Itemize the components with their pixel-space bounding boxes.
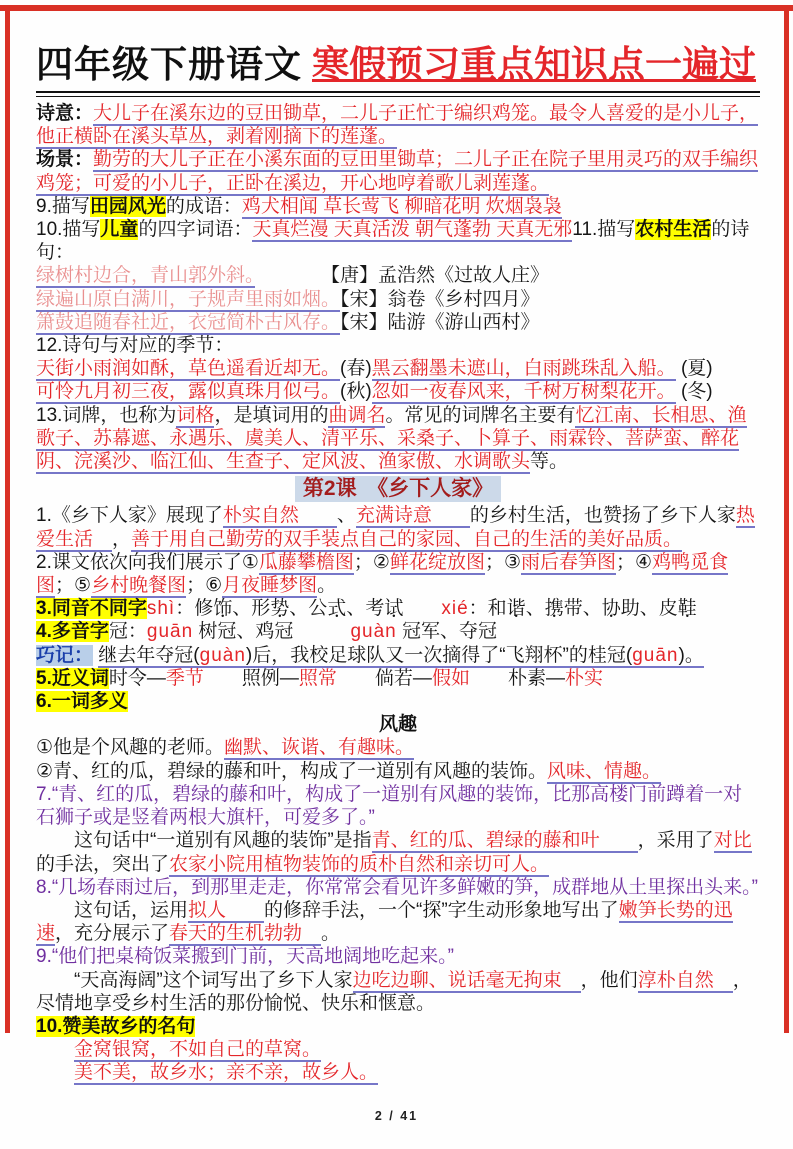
text-run: guàn — [199, 644, 246, 666]
text-run: (秋) — [340, 381, 372, 403]
page-border-left — [5, 5, 10, 1033]
text-run: 继去年夺冠( — [98, 644, 200, 666]
text-run: guān — [632, 644, 679, 666]
text-run: 9.描写 — [36, 195, 90, 217]
text-run: 倘若— — [336, 667, 432, 689]
text-run: 5.近义词 — [36, 667, 109, 689]
line-13-cipai — [36, 404, 760, 474]
text-run: 带、 — [563, 598, 602, 620]
text-run: 、形 — [232, 598, 271, 620]
text-run: 淳朴自然 — [637, 969, 733, 991]
text-run: 对比 — [713, 830, 752, 852]
lesson-2-heading — [36, 477, 760, 501]
text-run: 冠： — [108, 621, 147, 643]
text-run: 势 — [270, 598, 290, 620]
text-run: 的诗句： — [36, 219, 750, 264]
text-run: ；② — [353, 551, 390, 573]
text-run: 7.“青、红的瓜，碧绿的藤和叶，构成了一道别有风趣的装饰，比那高楼门前蹲着一对石狮子或是竖着两根大旗杆，可爱多了。” — [36, 783, 743, 829]
line-7-quote — [36, 783, 760, 829]
text-run: 金窝银窝，不如自己的草窝。 — [74, 1039, 322, 1061]
text-run: 的成语： — [165, 195, 242, 217]
text-run: ①他是个风趣的老师。 — [36, 737, 225, 759]
text-run: 朴实自然 — [222, 505, 337, 527]
text-run: 第2课 《乡下人家》 — [295, 476, 501, 502]
text-run: ；③ — [484, 551, 522, 573]
text-run: 11.描写 — [572, 219, 636, 241]
text-run: 【宋】陆游《游山西村》 — [340, 311, 540, 333]
text-run: 助、皮 — [620, 598, 678, 620]
text-run: 饰 — [213, 598, 233, 620]
text-run: 1.《乡下人家》展现了 — [36, 505, 223, 527]
text-run: 12.诗句与对应的季节： — [36, 335, 234, 357]
text-run: 。 — [321, 923, 341, 945]
line-10-11 — [36, 218, 760, 264]
text-run: 10.赞美故乡的名句 — [36, 1015, 196, 1037]
text-run: 鲜花绽放图 — [389, 551, 485, 573]
text-run: 13.词牌，也称为 — [36, 404, 177, 426]
text-run: ：修 — [175, 598, 214, 620]
line-7-analysis — [36, 829, 760, 875]
text-run: ；④ — [616, 551, 653, 573]
text-run: 携 — [544, 598, 564, 620]
text-run: 乡村晚餐图 — [91, 575, 187, 597]
text-run: 鞋 — [677, 598, 697, 620]
line-8-quote — [36, 876, 760, 899]
text-run: 季节 — [165, 667, 204, 689]
text-run: ；⑥ — [186, 575, 223, 597]
text-run: 朴素— — [469, 667, 565, 689]
text-run: 幽默、诙谐、有趣味。 — [224, 737, 415, 759]
text-run: ；⑤ — [55, 575, 92, 597]
text-run: 这句话中“一道别有风趣的装饰”是指 — [74, 830, 372, 852]
line-9-analysis — [36, 969, 760, 1015]
text-run: 时令— — [108, 667, 166, 689]
text-run: 树冠、鸡冠 — [193, 621, 351, 643]
text-run: (夏) — [675, 358, 713, 380]
text-run: 黑云翻墨未遮山，白雨跳珠乱入船。 — [371, 358, 676, 380]
line-poem-2 — [36, 288, 760, 311]
line-5-jinyici — [36, 667, 760, 690]
text-run: 的乡村生活，也赞扬了乡下人家 — [469, 505, 736, 527]
text-run: 协 — [601, 598, 621, 620]
page-border-right — [784, 5, 789, 1033]
text-run: “天高海阔”这个词写出了乡下人家 — [74, 969, 353, 991]
text-run: 假如 — [431, 667, 470, 689]
text-run: 6.一词多义 — [36, 691, 128, 713]
text-run: 场景： — [36, 149, 94, 171]
line-mingju-1 — [36, 1038, 760, 1061]
text-run: 天街小雨润如酥，草色遥看近却无。 — [36, 358, 341, 380]
line-fengqu-2 — [36, 760, 760, 783]
line-changjing — [36, 148, 760, 194]
text-run: 等。 — [530, 451, 569, 473]
text-run: 儿童 — [100, 219, 139, 241]
text-run: 、 — [525, 598, 545, 620]
text-run: 鸡鸭觅食图 — [36, 551, 729, 597]
line-fengqu-1 — [36, 736, 760, 759]
line-6-yiciduoyi — [36, 690, 760, 713]
text-run: 、 — [336, 505, 356, 527]
line-9-chengyu — [36, 195, 760, 218]
text-run: 春天的生机勃勃 — [169, 923, 322, 945]
text-run: 【唐】孟浩然《过故人庄》 — [330, 265, 550, 287]
text-run: 青、红的瓜、碧绿的藤和叶 — [371, 830, 638, 852]
text-run: 农家小院用植物装饰的质朴自然和亲切可人。 — [169, 853, 550, 875]
text-run: 风味、情趣。 — [547, 760, 662, 782]
text-run: 充满诗意 — [355, 505, 470, 527]
text-run: 。常见的词牌名主要有 — [385, 404, 576, 426]
text-run: 2.课文依次向我们展示了① — [36, 551, 259, 573]
text-run: 、公 — [289, 598, 328, 620]
line-8-analysis — [36, 899, 760, 945]
text-run: ，他们 — [580, 969, 638, 991]
text-run: 冠军、夺冠 — [396, 621, 497, 643]
text-run: 朴实 — [564, 667, 603, 689]
page-header — [36, 34, 759, 88]
line-qiaoji — [36, 644, 760, 667]
page-border-top — [0, 5, 793, 11]
text-run: xié — [441, 598, 469, 620]
text-run: 3.同音不同字 — [36, 598, 147, 620]
header-divider — [36, 91, 760, 97]
text-run: 式 — [327, 598, 347, 620]
text-run: 8.“几场春雨过后，到那里走走，你常常会看见许多鲜嫩的笋，成群地从土里探出头来。” — [36, 876, 759, 898]
text-run: 大儿子在溪东边的豆田锄草，二儿子正忙于编织鸡笼。最令人喜爱的是小儿子，他正横卧在溪头草丛，剥着刚摘下的莲蓬。 — [36, 103, 759, 148]
text-run — [403, 598, 441, 619]
line-12-jijie — [36, 334, 760, 357]
line-season-1 — [36, 357, 760, 380]
text-run: )后，我校足球队又一次摘得了“飞翔杯”的桂冠( — [245, 644, 633, 666]
text-run: 词格 — [176, 404, 215, 426]
text-run: 风趣 — [378, 714, 417, 736]
text-run: 善于用自己勤劳的双手装点自己的家园、自己的生活的美好品质。 — [131, 528, 683, 550]
text-run: ， — [112, 528, 132, 550]
text-run: (冬) — [675, 381, 713, 403]
text-run: 鸡犬相闻 草长莺飞 柳暗花明 炊烟袅袅 — [241, 195, 562, 217]
text-run: 照常 — [298, 667, 337, 689]
text-run: 巧记： — [36, 644, 94, 666]
line-2-liutu — [36, 551, 760, 597]
page-title-topic: 寒假预习重点知识点一遍过 — [312, 44, 756, 85]
line-1-zhanxian — [36, 504, 760, 550]
text-run: 照例— — [203, 667, 299, 689]
text-run: 4.多音字 — [36, 621, 109, 643]
text-run: 诗意： — [36, 103, 94, 124]
text-run: 热爱生活 — [36, 505, 755, 550]
line-mingju-2 — [36, 1061, 760, 1084]
line-4-duoyin — [36, 620, 760, 643]
text-run: (春) — [340, 358, 372, 380]
text-run: 瓜藤攀檐图 — [258, 551, 354, 573]
line-poem-3 — [36, 311, 760, 334]
text-run — [255, 265, 331, 286]
text-run: 可怜九月初三夜，露似真珠月似弓。 — [36, 381, 341, 403]
text-run: 雨后春笋图 — [521, 551, 617, 573]
line-season-2 — [36, 380, 760, 403]
text-run: 边吃边聊、说话毫无拘束 — [352, 969, 581, 991]
text-run: 箫鼓追随春社近，衣冠简朴古风存。 — [36, 311, 341, 333]
text-run: 忆江南、长相思、渔歌子、苏幕遮、永遇乐、虞美人、清平乐、采桑子、卜算子、雨霖铃、菩萨蛮、醉花阴、浣溪沙、临江仙、生查子、定风波、渔家傲、水调歌头 — [36, 404, 747, 473]
line-10-mingju — [36, 1015, 760, 1038]
line-9-quote — [36, 945, 760, 968]
text-run: 拟人 — [188, 899, 265, 921]
text-run: 绿树村边合，青山郭外斜。 — [36, 265, 255, 287]
text-run: 这句话，运用 — [74, 899, 189, 921]
text-run: 谐 — [506, 598, 526, 620]
text-run: ：和 — [468, 598, 507, 620]
text-run: ，采用了 — [637, 830, 714, 852]
text-run: 、考 — [346, 598, 385, 620]
document-body — [36, 102, 760, 1085]
text-run: ，充分展示了 — [55, 923, 170, 945]
text-run: guān — [146, 621, 194, 643]
line-3-tongyin — [36, 597, 760, 620]
text-run: 【宋】翁卷《乡村四月》 — [340, 288, 540, 310]
text-run: 天真烂漫 天真活泼 朝气蓬勃 天真无邪 — [252, 219, 573, 241]
text-run: ，是填词用的 — [214, 404, 329, 426]
text-run: 嫩笋长势的迅速 — [36, 899, 733, 945]
text-run: guàn — [350, 621, 397, 643]
text-run: 绿遍山原白满川，子规声里雨如烟。 — [36, 288, 341, 310]
page-number: 2 / 41 — [374, 1109, 419, 1123]
text-run: 。 — [317, 575, 337, 597]
text-run: 的修辞手法，一个“探”字生动形象地写出了 — [264, 899, 619, 921]
line-fengqu-title — [36, 713, 760, 736]
text-run: 月夜睡梦图 — [222, 575, 318, 597]
text-run: 的四字词语： — [138, 219, 253, 241]
text-run: 的手法，突出了 — [36, 853, 170, 875]
text-run: 勤劳的大儿子正在小溪东面的豆田里锄草；二儿子正在院子里用灵巧的双手编织鸡笼；可爱的小儿子，正卧在溪边，开心地哼着歌儿剥莲蓬。 — [36, 149, 759, 194]
page-title-grade: 四年级下册语文 — [36, 44, 302, 85]
text-run: 田园风光 — [89, 195, 166, 217]
text-run: 9.“他们把桌椅饭菜搬到门前，天高地阔地吃起来。” — [36, 946, 455, 968]
text-run: ，尽情地享受乡村生活的那份愉悦、快乐和惬意。 — [36, 969, 752, 1014]
line-shiyi — [36, 102, 760, 148]
text-run: 曲调名 — [328, 404, 386, 426]
text-run: 10.描写 — [36, 219, 101, 241]
line-poem-1 — [36, 264, 760, 287]
text-run: )。 — [678, 644, 704, 666]
text-run: 美不美，故乡水；亲不亲，故乡人。 — [74, 1062, 379, 1084]
text-run: shì — [146, 598, 176, 620]
text-run: ②青、红的瓜，碧绿的藤和叶，构成了一道别有风趣的装饰。 — [36, 760, 548, 782]
text-run: 农村生活 — [635, 219, 712, 241]
text-run: 试 — [384, 598, 404, 620]
text-run: 忽如一夜春风来，千树万树梨花开。 — [371, 381, 676, 403]
